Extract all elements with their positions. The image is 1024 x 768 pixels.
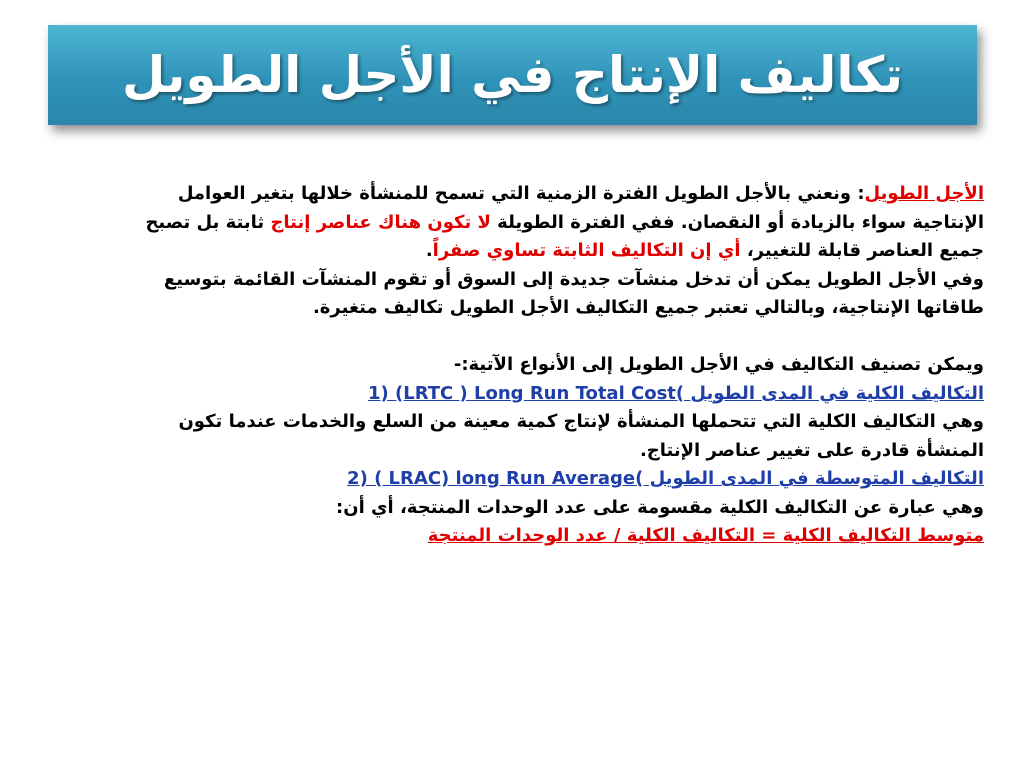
item2-heading-english: 2) ( LRAC) long Run Average [347,468,636,489]
average-cost-formula: متوسط التكاليف الكلية = التكاليف الكلية / عدد الوحدات المنتجة [427,525,984,546]
p1-line-3 [40,237,984,266]
item2-heading-link[interactable] [347,468,984,489]
slide-title: تكاليف الإنتاج في الأجل الطويل [121,46,904,104]
p1-line-1-text: : ونعني بالأجل الطويل الفترة الزمنية التي تسمح للمنشأة خلالها بتغير العوامل [177,183,865,204]
blank-line [40,323,984,352]
item2-heading-arabic: التكاليف المتوسطة في المدى الطويل ) [635,468,984,489]
p1-line-3-end: . [425,240,433,261]
slide-body [40,180,984,551]
p2-line-2: طاقاتها الإنتاجية، وبالتالي تعتبر جميع التكاليف الأجل الطويل تكاليف متغيرة. [312,297,984,318]
item1-heading-link[interactable] [368,383,984,404]
term-long-run: الأجل الطويل [864,183,984,204]
p1-line-1 [40,180,984,209]
item1-heading-english: 1) (LRTC ) Long Run Total Cost [368,382,676,404]
item2-desc-1: وهي عبارة عن التكاليف الكلية مقسومة على عدد الوحدات المنتجة، أي أن: [336,496,984,518]
no-fixed-elements-text: لا تكون هناك عناصر إنتاج [270,211,491,233]
item2-heading [40,465,984,494]
item1-desc-1: وهي التكاليف الكلية التي تتحملها المنشأة لإنتاج كمية معينة من السلع والخدمات عندما تكون [178,411,984,432]
p1-line-2-text-b: ثابتة بل تصبح [145,211,265,233]
item1-heading-arabic: التكاليف الكلية في المدى الطويل ) [675,382,984,404]
title-banner [48,25,977,125]
classification-intro: ويمكن تصنيف التكاليف في الأجل الطويل إلى الأنواع الآتية:- [453,354,984,375]
p2-line-1: وفي الأجل الطويل يمكن أن تدخل منشآت جديدة إلى السوق أو تقوم المنشآت القائمة بتوسيع [163,268,984,290]
item1-desc-2: المنشأة قادرة على تغيير عناصر الإنتاج. [639,439,984,461]
p1-line-2 [40,209,984,238]
item1-heading [40,380,984,409]
p1-line-3-text-a: جميع العناصر قابلة للتغيير، [746,240,984,261]
p1-line-2-text-a: الإنتاجية سواء بالزيادة أو النقصان. ففي الفترة الطويلة [497,211,984,233]
fixed-costs-zero-text: أي إن التكاليف الثابتة تساوي صفراً [432,240,741,261]
